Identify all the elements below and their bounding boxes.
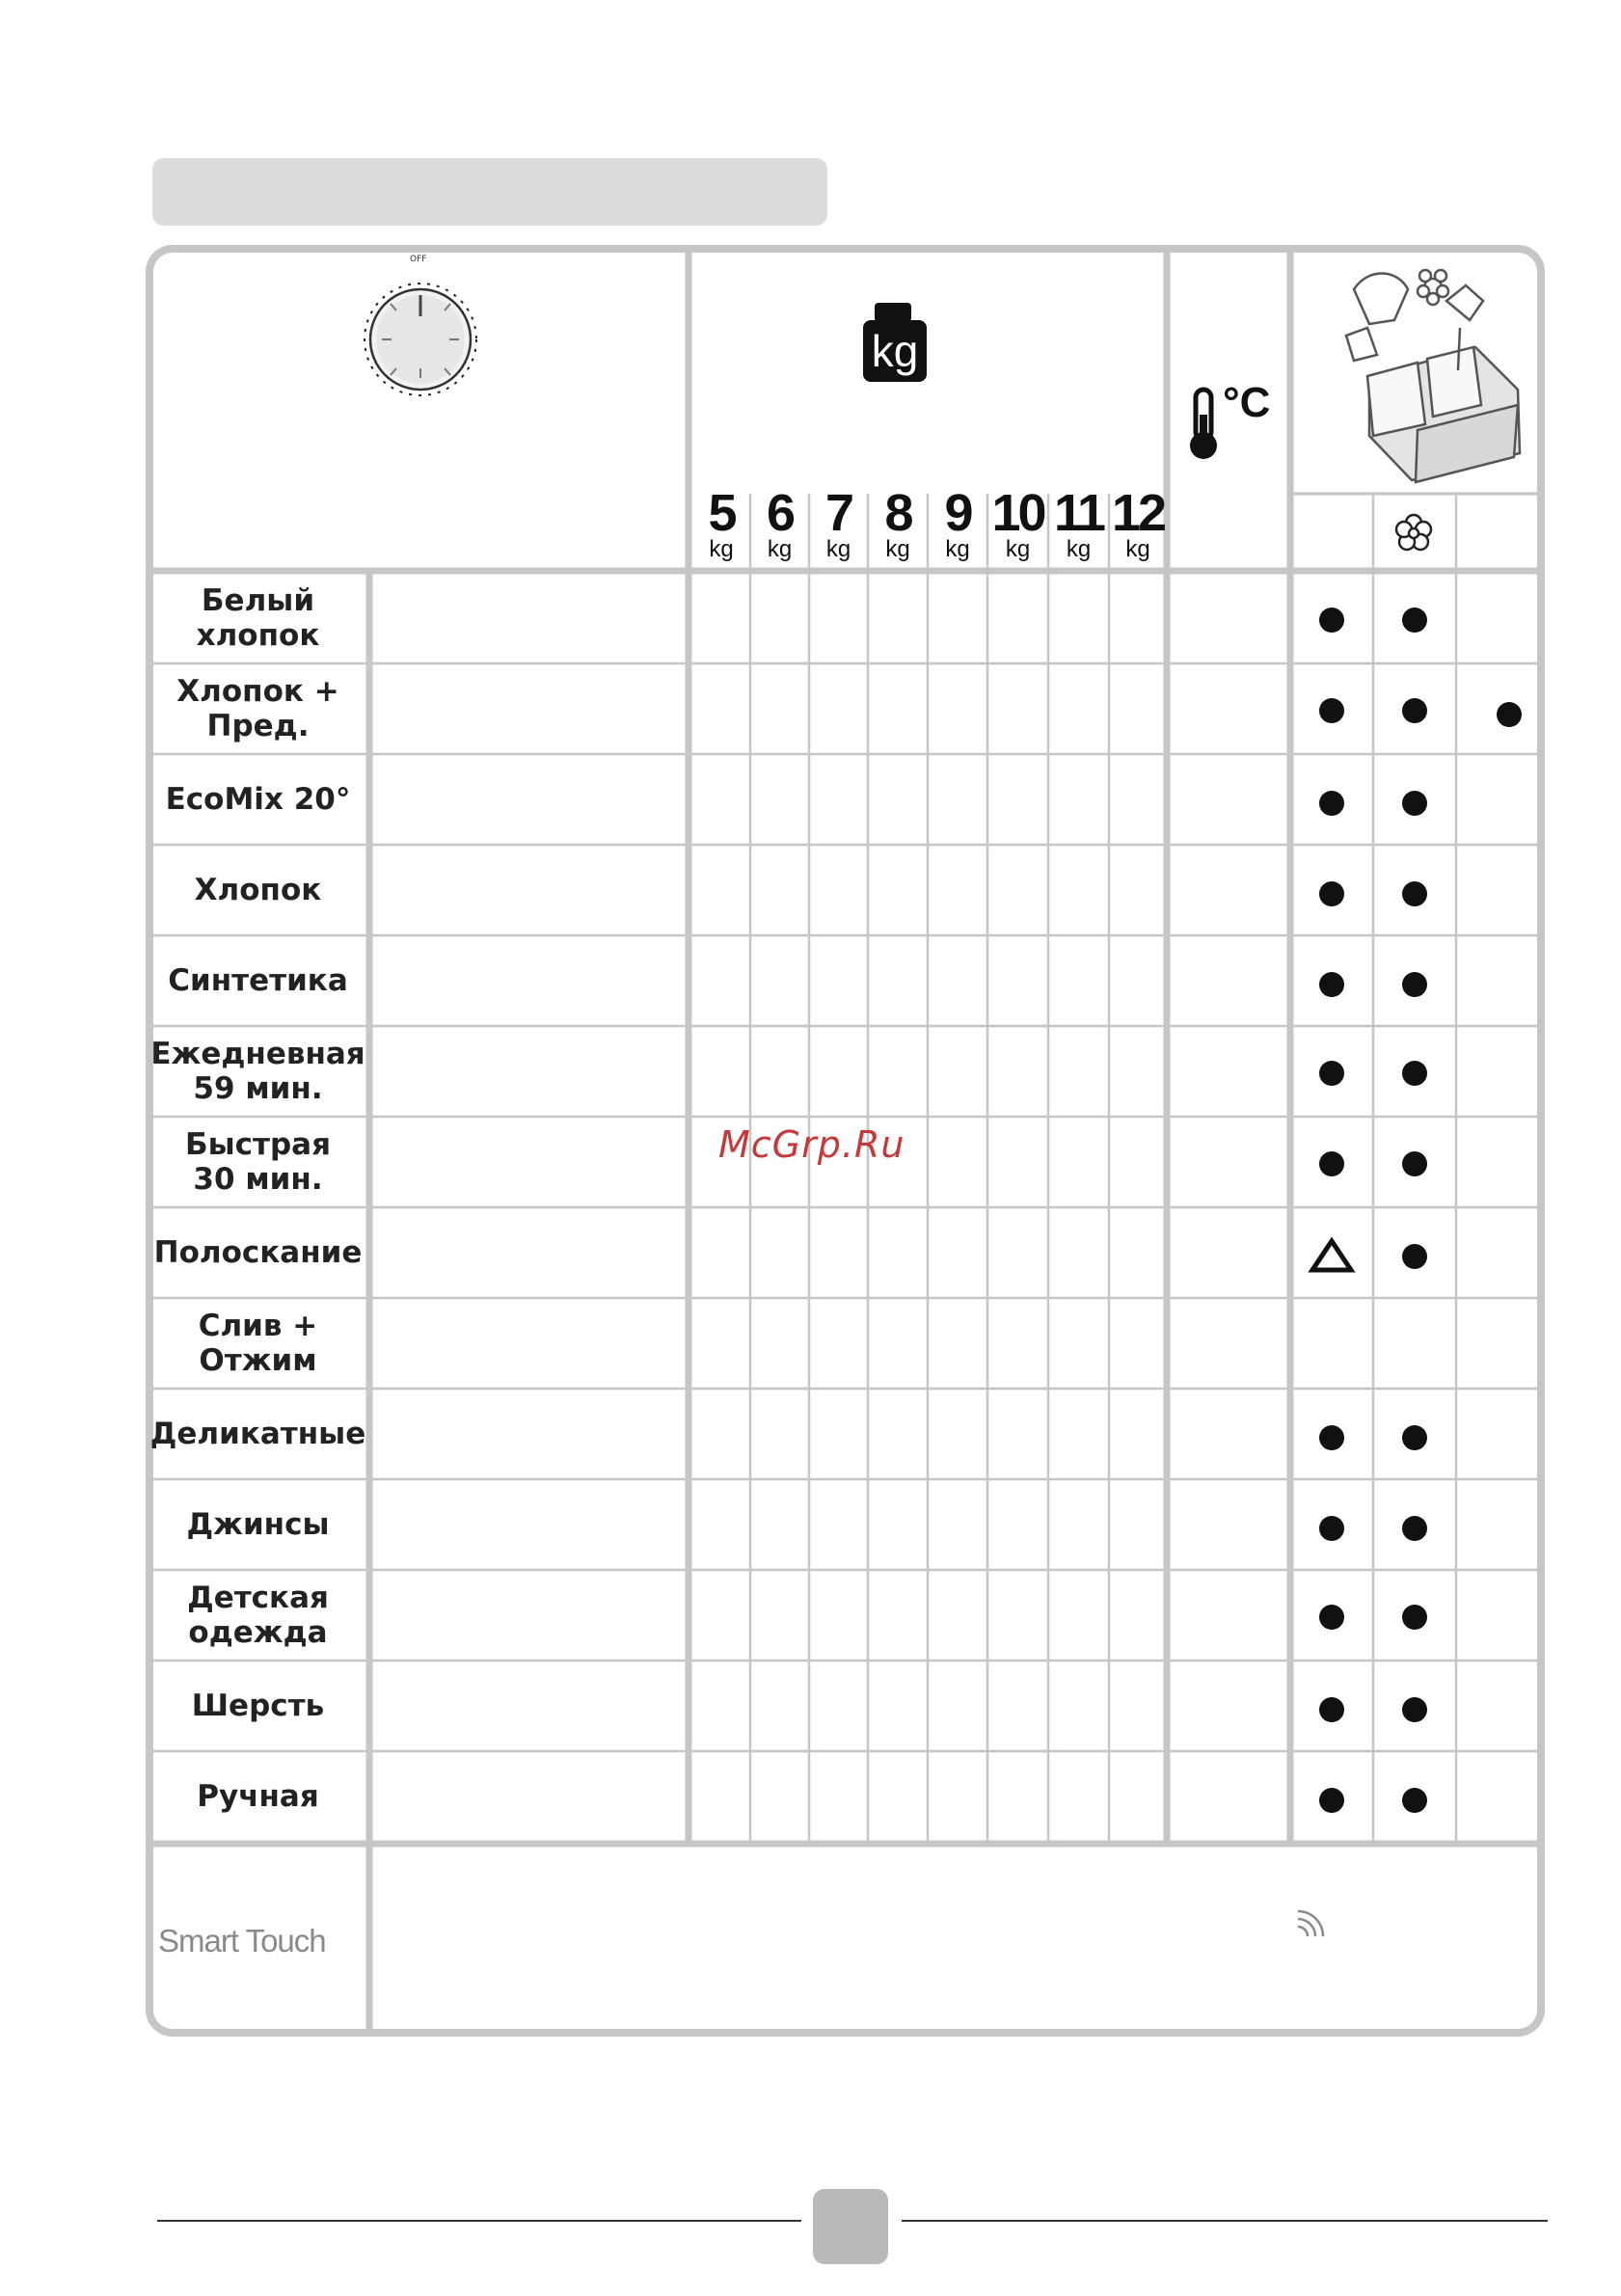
detergent-triangle-mark xyxy=(1312,1241,1351,1270)
load-column-6 xyxy=(750,484,809,562)
program-name-line: Детская xyxy=(187,1580,329,1615)
watermark: McGrp.Ru xyxy=(718,1123,905,1166)
programme-dial-icon xyxy=(365,284,476,395)
program-name-line: Быстрая xyxy=(184,1127,332,1162)
detergent-dot-mark xyxy=(1402,1697,1427,1722)
dial-off-label: OFF xyxy=(410,255,427,264)
smart-touch-signal-icon xyxy=(1298,1911,1323,1936)
detergent-dot-mark xyxy=(1402,1425,1427,1450)
detergent-dot-mark xyxy=(1402,698,1427,723)
program-name xyxy=(154,935,362,1026)
temperature-unit: °C xyxy=(1223,379,1271,426)
program-name-line: Хлопок + xyxy=(176,674,339,709)
load-column-8 xyxy=(868,484,928,562)
load-value: 12 xyxy=(1111,484,1165,542)
program-name-line: Ручная xyxy=(197,1779,319,1814)
detergent-dot-mark xyxy=(1319,1605,1344,1630)
program-name xyxy=(154,1117,362,1207)
program-name xyxy=(154,1479,362,1570)
detergent-dot-mark xyxy=(1402,791,1427,816)
load-value: 10 xyxy=(991,484,1044,542)
thermometer-icon xyxy=(1190,390,1217,459)
load-value: 11 xyxy=(1053,484,1104,542)
detergent-dot-mark xyxy=(1402,1244,1427,1269)
program-name-line: Синтетика xyxy=(168,963,348,998)
detergent-dot-mark xyxy=(1319,791,1344,816)
detergent-dot-mark xyxy=(1319,1697,1344,1722)
detergent-dot-mark xyxy=(1319,1516,1344,1541)
load-value: 8 xyxy=(884,484,911,542)
detergent-dot-mark xyxy=(1319,608,1344,633)
program-name xyxy=(154,754,362,845)
detergent-dot-mark xyxy=(1497,702,1522,727)
load-column-7 xyxy=(809,484,868,562)
program-name xyxy=(154,1661,362,1751)
program-name xyxy=(154,1570,362,1661)
detergent-dot-mark xyxy=(1402,1605,1427,1630)
load-column-11 xyxy=(1048,484,1109,562)
load-value: 9 xyxy=(944,484,971,542)
program-name-line: Деликатные xyxy=(149,1417,366,1451)
load-unit: kg xyxy=(1005,536,1031,562)
load-value: 7 xyxy=(824,484,852,542)
program-name-line: Хлопок xyxy=(194,873,322,907)
program-name-line: Слив + xyxy=(198,1309,318,1343)
program-name-line: Ежедневная xyxy=(150,1037,365,1071)
load-unit: kg xyxy=(1125,536,1150,562)
detergent-dot-mark xyxy=(1402,972,1427,997)
load-value: 6 xyxy=(766,484,794,542)
program-name-line: Полоскание xyxy=(153,1235,363,1270)
detergent-dot-mark xyxy=(1319,1151,1344,1176)
load-unit: kg xyxy=(885,536,910,562)
detergent-dot-mark xyxy=(1402,1061,1427,1086)
load-column-12 xyxy=(1109,484,1167,562)
detergent-dot-mark xyxy=(1319,1061,1344,1086)
detergent-dot-mark xyxy=(1319,972,1344,997)
program-name xyxy=(149,1389,366,1479)
detergent-dot-mark xyxy=(1402,1788,1427,1813)
program-name-line: хлопок xyxy=(196,618,320,653)
program-name-line: Отжим xyxy=(199,1343,317,1378)
load-column-9 xyxy=(928,484,987,562)
load-value: 5 xyxy=(708,484,735,542)
smart-touch-logo: Smart Touch xyxy=(158,1923,326,1958)
footer-rule-left xyxy=(157,2220,801,2222)
detergent-dot-mark xyxy=(1402,1151,1427,1176)
load-unit: kg xyxy=(709,536,734,562)
load-weight-label: kg xyxy=(871,326,919,376)
program-name-line: одежда xyxy=(188,1615,328,1650)
load-unit: kg xyxy=(825,536,851,562)
footer-rule-right xyxy=(902,2220,1548,2222)
program-name xyxy=(154,1207,362,1298)
load-unit: kg xyxy=(767,536,793,562)
detergent-dot-mark xyxy=(1319,1425,1344,1450)
program-name xyxy=(154,1298,362,1389)
program-name xyxy=(150,1026,365,1117)
detergent-dot-mark xyxy=(1319,1788,1344,1813)
detergent-dot-mark xyxy=(1319,881,1344,906)
program-name xyxy=(154,573,362,663)
program-name-line: Джинсы xyxy=(186,1507,330,1542)
load-column-10 xyxy=(987,484,1048,562)
load-column-5 xyxy=(692,484,750,562)
page-number-box xyxy=(813,2189,888,2264)
program-name-line: EcoMix 20° xyxy=(165,782,351,817)
program-name-line: 30 мин. xyxy=(193,1162,323,1197)
program-name-line: 59 мин. xyxy=(193,1071,323,1106)
program-name xyxy=(154,1751,362,1842)
load-unit: kg xyxy=(1066,536,1092,562)
program-name-line: Белый xyxy=(201,583,315,618)
program-name xyxy=(154,845,362,935)
load-unit: kg xyxy=(945,536,970,562)
detergent-dot-mark xyxy=(1402,881,1427,906)
detergent-dot-mark xyxy=(1402,608,1427,633)
detergent-dot-mark xyxy=(1402,1516,1427,1541)
program-name-line: Шерсть xyxy=(191,1688,325,1723)
program-name-line: Пред. xyxy=(206,709,310,743)
program-name xyxy=(154,663,362,754)
detergent-dot-mark xyxy=(1319,698,1344,723)
softener-flower-icon xyxy=(1396,515,1431,550)
detergent-drawer-icon xyxy=(1346,270,1520,482)
